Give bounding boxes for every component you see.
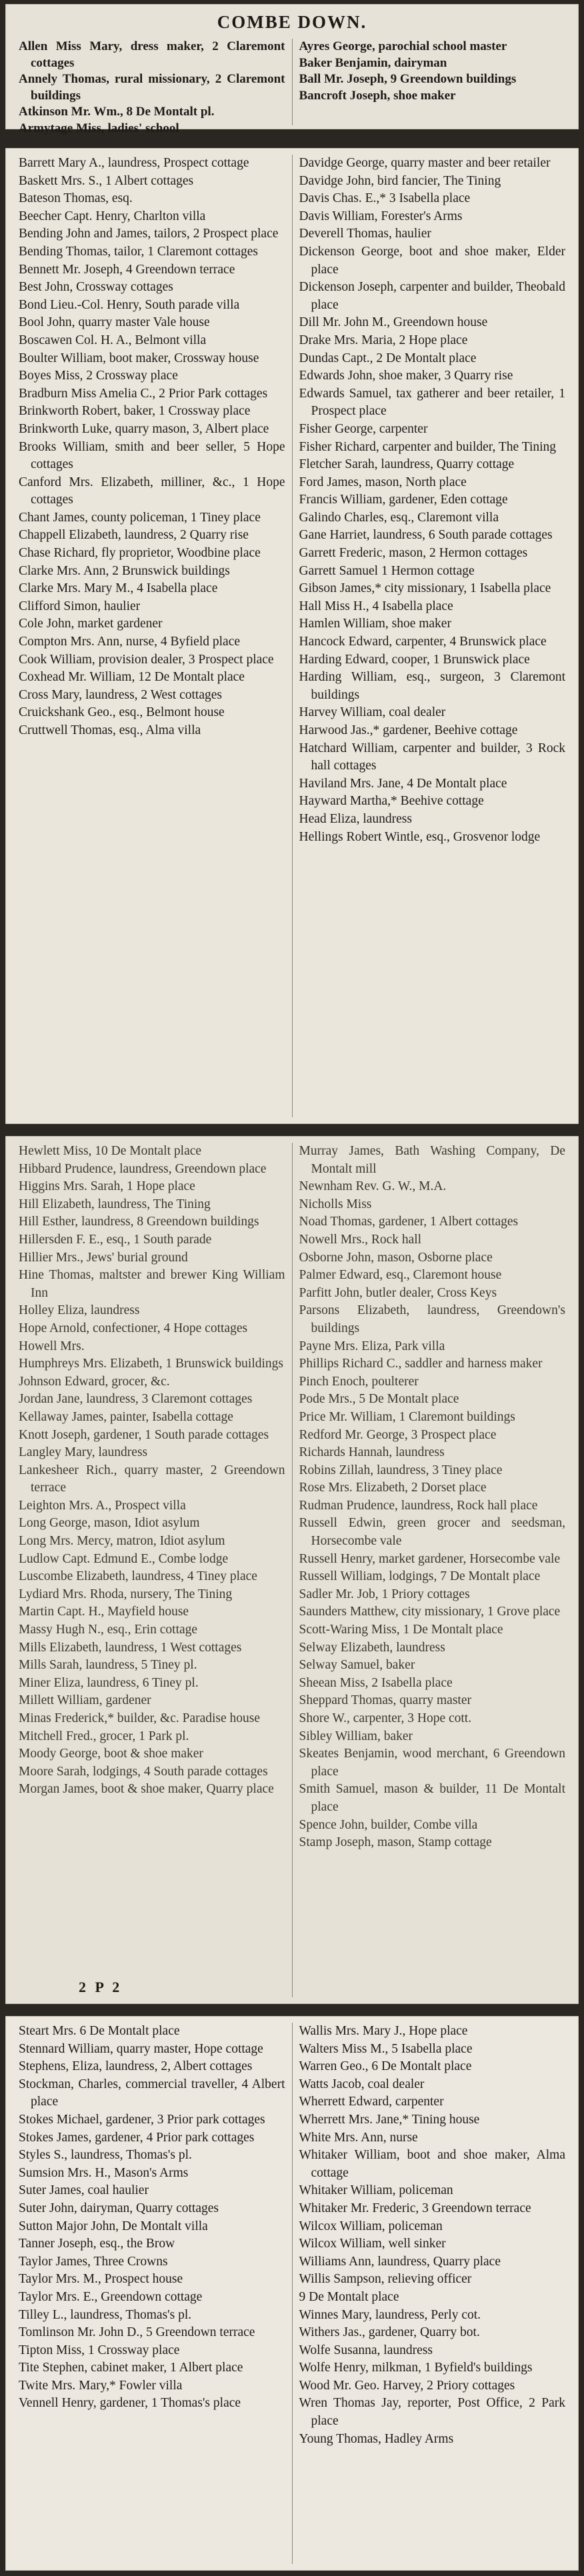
directory-entry: Watts Jacob, coal dealer — [299, 2077, 425, 2091]
directory-entry: Knott Joseph, gardener, 1 South parade cottages — [19, 1427, 269, 1442]
directory-entry: Sibley William, baker — [299, 1729, 413, 1743]
directory-entry: Bancroft Joseph, shoe maker — [299, 88, 456, 103]
directory-entry: Baskett Mrs. S., 1 Albert cottages — [19, 173, 194, 188]
directory-entry: Stokes James, gardener, 4 Prior park cottages — [19, 2130, 255, 2145]
directory-entry: Steart Mrs. 6 De Montalt place — [19, 2024, 180, 2038]
directory-entry: Wolfe Henry, milkman, 1 Byfield's buildings — [299, 2361, 533, 2375]
section-4 — [5, 2016, 579, 2571]
page-heading: COMBE DOWN. — [217, 12, 367, 32]
directory-entry: Johnson Edward, grocer, &c. — [19, 1374, 170, 1389]
directory-entry: Hill Elizabeth, laundress, The Tining — [19, 1197, 211, 1211]
directory-entry: Parsons Elizabeth, laundress, Greendown's buildings — [299, 1303, 565, 1335]
directory-entry: Davidge George, quarry master and beer retailer — [299, 156, 551, 170]
directory-entry: Russell William, lodgings, 7 De Montalt place — [299, 1569, 541, 1584]
directory-entry: Allen Miss Mary, dress maker, 2 Claremont cottages — [19, 39, 285, 70]
directory-entry: Bond Lieu.-Col. Henry, South parade villa — [19, 297, 240, 312]
directory-entry: Clarke Mrs. Mary M., 4 Isabella place — [19, 581, 218, 596]
directory-entry: Davis Chas. E.,* 3 Isabella place — [299, 191, 471, 206]
directory-entry: Boulter William, boot maker, Crossway house — [19, 351, 259, 365]
directory-entry: Harding Edward, cooper, 1 Brunswick place — [299, 652, 530, 667]
directory-entry: Galindo Charles, esq., Claremont villa — [299, 510, 499, 525]
directory-entry: Lydiard Mrs. Rhoda, nursery, The Tining — [19, 1587, 233, 1601]
directory-entry: Francis William, gardener, Eden cottage — [299, 493, 508, 507]
directory-entry: Davidge John, bird fancier, The Tining — [299, 173, 501, 188]
directory-entry: Hibbard Prudence, laundress, Greendown place — [19, 1161, 267, 1176]
directory-entry: Davis William, Forester's Arms — [299, 209, 463, 223]
directory-entry: Skeates Benjamin, wood merchant, 6 Greendown place — [299, 1747, 565, 1779]
directory-entry: Lankesheer Rich., quarry master, 2 Greendown terrace — [19, 1463, 285, 1495]
directory-entry: Saunders Matthew, city missionary, 1 Grove place — [299, 1605, 561, 1619]
directory-entry: Suter James, coal haulier — [19, 2183, 149, 2198]
directory-entry: Wallis Mrs. Mary J., Hope place — [299, 2024, 468, 2038]
directory-entry: Stokes Michael, gardener, 3 Prior park cottages — [19, 2112, 265, 2127]
section-1-columns — [12, 39, 572, 135]
directory-entry: Minas Frederick,* builder, &c. Paradise house — [19, 1711, 261, 1725]
directory-entry: Smith Samuel, mason & builder, 11 De Montalt place — [299, 1782, 565, 1814]
directory-entry: Fletcher Sarah, laundress, Quarry cottage — [299, 457, 515, 472]
directory-entry: Mills Sarah, laundress, 5 Tiney pl. — [19, 1658, 197, 1673]
section-3 — [5, 1136, 579, 2004]
directory-entry: Leighton Mrs. A., Prospect villa — [19, 1498, 186, 1513]
directory-entry: Parfitt John, butler dealer, Cross Keys — [299, 1285, 497, 1300]
directory-entry: Sheppard Thomas, quarry master — [299, 1693, 471, 1708]
directory-entry: Robins Zillah, laundress, 3 Tiney place — [299, 1463, 503, 1477]
directory-entry: Hamlen William, shoe maker — [299, 617, 451, 631]
directory-entry: Gane Harriet, laundress, 6 South parade cottages — [299, 528, 553, 543]
directory-entry: Ford James, mason, North place — [299, 475, 467, 489]
directory-entry: Hall Miss H., 4 Isabella place — [299, 599, 453, 613]
directory-entry: Coxhead Mr. William, 12 De Montalt place — [19, 670, 245, 685]
directory-entry: Boyes Miss, 2 Crossway place — [19, 369, 178, 383]
directory-entry: Young Thomas, Hadley Arms — [299, 2431, 454, 2446]
directory-entry: Morgan James, boot & shoe maker, Quarry place — [19, 1782, 274, 1797]
directory-entry: Rose Mrs. Elizabeth, 2 Dorset place — [299, 1481, 487, 1495]
directory-entry: Atkinson Mr. Wm., 8 De Montalt pl. — [19, 105, 215, 119]
directory-entry: Beecher Capt. Henry, Charlton villa — [19, 209, 206, 223]
directory-entry: Willis Sampson, relieving officer — [299, 2272, 472, 2287]
directory-entry: Hope Arnold, confectioner, 4 Hope cottages — [19, 1321, 248, 1335]
directory-entry: Whitaker Mr. Frederic, 3 Greendown terrace — [299, 2201, 531, 2215]
directory-entry: Cook William, provision dealer, 3 Prospect place — [19, 652, 274, 667]
directory-entry: Price Mr. William, 1 Claremont buildings — [299, 1409, 515, 1424]
directory-entry: Hancock Edward, carpenter, 4 Brunswick place — [299, 635, 547, 649]
directory-entry: Taylor James, Three Crowns — [19, 2254, 168, 2269]
right-column — [292, 39, 573, 125]
page-folio: 2 P 2 — [79, 1979, 123, 1995]
directory-entry: Spence John, builder, Combe villa — [299, 1817, 478, 1832]
right-column — [292, 2023, 573, 2564]
directory-entry: Styles S., laundress, Thomas's pl. — [19, 2148, 192, 2163]
right-column — [292, 155, 573, 1117]
directory-entry: Cole John, market gardener — [19, 617, 163, 631]
directory-entry: Nowell Mrs., Rock hall — [299, 1232, 422, 1247]
directory-entry: Hillersden F. E., esq., 1 South parade — [19, 1232, 212, 1247]
directory-entry: Chant James, county policeman, 1 Tiney place — [19, 510, 261, 525]
directory-entry: Walters Miss M., 5 Isabella place — [299, 2041, 473, 2056]
directory-entry: Howell Mrs. — [19, 1339, 85, 1353]
directory-entry: Head Eliza, laundress — [299, 811, 412, 826]
directory-entry: Stamp Joseph, mason, Stamp cottage — [299, 1835, 492, 1850]
directory-entry: Dill Mr. John M., Greendown house — [299, 315, 488, 330]
directory-entry: Brooks William, smith and beer seller, 5 Hope cottages — [19, 439, 285, 472]
directory-entry: Clifford Simon, haulier — [19, 599, 141, 613]
directory-entry: Luscombe Elizabeth, laundress, 4 Tiney place — [19, 1569, 257, 1584]
directory-entry: Cruickshank Geo., esq., Belmont house — [19, 705, 225, 720]
directory-entry: Suter John, dairyman, Quarry cottages — [19, 2201, 219, 2215]
directory-entry: Wood Mr. Geo. Harvey, 2 Priory cottages — [299, 2378, 515, 2393]
directory-entry: Kellaway James, painter, Isabella cottage — [19, 1409, 233, 1424]
directory-entry: Twite Mrs. Mary,* Fowler villa — [19, 2378, 183, 2393]
directory-entry: Bradburn Miss Amelia C., 2 Prior Park cottages — [19, 386, 268, 401]
section-3-columns — [12, 1143, 572, 1997]
directory-entry: Hill Esther, laundress, 8 Greendown buildings — [19, 1215, 259, 1229]
directory-entry: Moody George, boot & shoe maker — [19, 1747, 203, 1761]
directory-entry: Whitaker William, policeman — [299, 2183, 453, 2198]
directory-entry: Wherrett Edward, carpenter — [299, 2095, 444, 2109]
directory-entry: Hellings Robert Wintle, esq., Grosvenor lodge — [299, 829, 541, 844]
section-2 — [5, 148, 579, 1124]
directory-entry: Bending John and James, tailors, 2 Prospect place — [19, 227, 279, 241]
left-column — [12, 2023, 292, 2564]
directory-entry: Wherrett Mrs. Jane,* Tining house — [299, 2112, 480, 2127]
directory-entry: Scott-Waring Miss, 1 De Montalt place — [299, 1623, 503, 1637]
directory-entry: Taylor Mrs. E., Greendown cottage — [19, 2289, 203, 2304]
directory-entry: Barrett Mary A., laundress, Prospect cottage — [19, 156, 249, 170]
directory-entry: Deverell Thomas, haulier — [299, 227, 431, 241]
directory-entry: Taylor Mrs. M., Prospect house — [19, 2272, 183, 2287]
directory-entry: Hine Thomas, maltster and brewer King William Inn — [19, 1268, 285, 1300]
directory-entry: Wilcox William, policeman — [299, 2219, 443, 2233]
directory-entry: Russell Henry, market gardener, Horsecombe vale — [299, 1551, 561, 1566]
directory-entry: Annely Thomas, rural missionary, 2 Claremont buildings — [19, 72, 285, 103]
directory-entry: Phillips Richard C., saddler and harness maker — [299, 1357, 543, 1371]
directory-entry: Sutton Major John, De Montalt villa — [19, 2219, 208, 2233]
directory-entry: Russell Edwin, green grocer and seedsman, Horsecombe vale — [299, 1516, 565, 1549]
directory-entry: Stennard William, quarry master, Hope cottage — [19, 2041, 263, 2056]
directory-entry: Miner Eliza, laundress, 6 Tiney pl. — [19, 1675, 199, 1690]
directory-entry: Ludlow Capt. Edmund E., Combe lodge — [19, 1551, 229, 1566]
directory-entry: Drake Mrs. Maria, 2 Hope place — [299, 333, 468, 347]
directory-entry: Chappell Elizabeth, laundress, 2 Quarry rise — [19, 528, 249, 543]
directory-entry: Pinch Enoch, poulterer — [299, 1374, 419, 1389]
directory-entry: Sadler Mr. Job, 1 Priory cottages — [299, 1587, 470, 1601]
directory-entry: 9 De Montalt place — [299, 2289, 399, 2304]
directory-entry: Garrett Samuel 1 Hermon cottage — [299, 563, 475, 578]
directory-entry: Richards Hannah, laundress — [299, 1445, 445, 1460]
left-column — [12, 39, 292, 135]
directory-entry: Selway Elizabeth, laundress — [299, 1640, 445, 1655]
directory-entry: Long George, mason, Idiot asylum — [19, 1516, 200, 1531]
directory-entry: Brinkworth Robert, baker, 1 Crossway place — [19, 404, 251, 419]
directory-entry: Wilcox William, well sinker — [299, 2237, 446, 2251]
directory-entry: Pode Mrs., 5 De Montalt place — [299, 1392, 459, 1407]
directory-entry: Redford Mr. George, 3 Prospect place — [299, 1427, 497, 1442]
directory-entry: White Mrs. Ann, nurse — [299, 2130, 418, 2145]
directory-entry: Humphreys Mrs. Elizabeth, 1 Brunswick buildings — [19, 1357, 283, 1371]
directory-entry: Tite Stephen, cabinet maker, 1 Albert place — [19, 2361, 243, 2375]
directory-entry: Vennell Henry, gardener, 1 Thomas's place — [19, 2396, 241, 2411]
directory-entry: Millett William, gardener — [19, 1693, 151, 1708]
directory-entry: Palmer Edward, esq., Claremont house — [299, 1268, 502, 1283]
left-column — [12, 1143, 292, 1997]
left-column — [12, 155, 292, 1117]
directory-entry: Sumsion Mrs. H., Mason's Arms — [19, 2165, 189, 2180]
directory-entry: Jordan Jane, laundress, 3 Claremont cottages — [19, 1392, 253, 1407]
directory-entry: Newnham Rev. G. W., M.A. — [299, 1179, 447, 1194]
directory-entry: Shore W., carpenter, 3 Hope cott. — [299, 1711, 472, 1725]
directory-entry: Best John, Crossway cottages — [19, 280, 173, 295]
directory-entry: Harding William, esq., surgeon, 3 Claremont buildings — [299, 670, 565, 702]
section-4-columns — [12, 2023, 572, 2564]
directory-entry: Chase Richard, fly proprietor, Woodbine place — [19, 546, 261, 561]
directory-entry: Stockman, Charles, commercial traveller, 4 Albert place — [19, 2077, 285, 2109]
directory-entry: Cruttwell Thomas, esq., Alma villa — [19, 723, 201, 737]
directory-entry: Hayward Martha,* Beehive cottage — [299, 794, 484, 809]
directory-entry: Tilley L., laundress, Thomas's pl. — [19, 2307, 192, 2322]
directory-entry: Harwood Jas.,* gardener, Beehive cottage — [299, 723, 518, 737]
directory-entry: Fisher George, carpenter — [299, 421, 428, 436]
directory-entry: Brinkworth Luke, quarry mason, 3, Albert place — [19, 421, 269, 436]
directory-entry: Tipton Miss, 1 Crossway place — [19, 2343, 180, 2357]
directory-entry: Hatchard William, carpenter and builder, 3 Rock hall cottages — [299, 741, 565, 773]
directory-entry: Gibson James,* city missionary, 1 Isabella place — [299, 581, 551, 596]
directory-entry: Fisher Richard, carpenter and builder, The Tining — [299, 439, 557, 454]
directory-entry: Mills Elizabeth, laundress, 1 West cottages — [19, 1640, 242, 1655]
directory-entry: Martin Capt. H., Mayfield house — [19, 1605, 189, 1619]
directory-entry: Hewlett Miss, 10 De Montalt place — [19, 1144, 202, 1158]
directory-entry: Ayres George, parochial school master — [299, 39, 507, 53]
directory-entry: Higgins Mrs. Sarah, 1 Hope place — [19, 1179, 195, 1194]
directory-entry: Wolfe Susanna, laundress — [299, 2343, 433, 2357]
directory-entry: Holley Eliza, laundress — [19, 1303, 140, 1318]
directory-entry: Rudman Prudence, laundress, Rock hall place — [299, 1498, 538, 1513]
directory-entry: Canford Mrs. Elizabeth, milliner, &c., 1 Hope cottages — [19, 475, 285, 507]
directory-entry: Wren Thomas Jay, reporter, Post Office, 2 Park place — [299, 2396, 565, 2429]
directory-entry: Withers Jas., gardener, Quarry bot. — [299, 2325, 480, 2340]
directory-entry: Mitchell Fred., grocer, 1 Park pl. — [19, 1729, 189, 1743]
directory-entry: Edwards Samuel, tax gatherer and beer retailer, 1 Prospect place — [299, 386, 565, 419]
directory-entry: Long Mrs. Mercy, matron, Idiot asylum — [19, 1534, 225, 1549]
directory-entry: Langley Mary, laundress — [19, 1445, 148, 1460]
section-2-columns — [12, 155, 572, 1117]
directory-entry: Bennett Mr. Joseph, 4 Greendown terrace — [19, 262, 235, 277]
directory-entry: Garrett Frederic, mason, 2 Hermon cottages — [299, 546, 528, 561]
directory-entry: Bateson Thomas, esq. — [19, 191, 133, 206]
directory-entry: Bool John, quarry master Vale house — [19, 315, 210, 330]
directory-entry: Murray James, Bath Washing Company, De Montalt mill — [299, 1144, 565, 1176]
directory-entry: Compton Mrs. Ann, nurse, 4 Byfield place — [19, 635, 241, 649]
directory-entry: Nicholls Miss — [299, 1197, 372, 1211]
directory-entry: Selway Samuel, baker — [299, 1658, 415, 1673]
directory-entry: Tanner Joseph, esq., the Brow — [19, 2237, 175, 2251]
directory-entry: Haviland Mrs. Jane, 4 De Montalt place — [299, 776, 507, 791]
directory-entry: Warren Geo., 6 De Montalt place — [299, 2059, 472, 2074]
directory-entry: Sheean Miss, 2 Isabella place — [299, 1675, 453, 1690]
directory-entry: Harvey William, coal dealer — [299, 705, 446, 720]
directory-entry: Dickenson Joseph, carpenter and builder, Theobald place — [299, 280, 565, 312]
directory-entry: Dickenson George, boot and shoe maker, Elder place — [299, 244, 565, 277]
directory-entry: Williams Ann, laundress, Quarry place — [299, 2254, 501, 2269]
directory-entry: Stephens, Eliza, laundress, 2, Albert cottages — [19, 2059, 253, 2074]
section-1 — [5, 4, 579, 135]
right-column — [292, 1143, 573, 1997]
directory-entry: Moore Sarah, lodgings, 4 South parade cottages — [19, 1764, 268, 1779]
directory-entry: Winnes Mary, laundress, Perly cot. — [299, 2307, 481, 2322]
directory-entry: Osborne John, mason, Osborne place — [299, 1250, 493, 1265]
directory-entry: Whitaker William, boot and shoe maker, Alma cottage — [299, 2148, 565, 2180]
directory-entry: Baker Benjamin, dairyman — [299, 55, 447, 70]
directory-entry: Dundas Capt., 2 De Montalt place — [299, 351, 477, 365]
directory-entry: Bending Thomas, tailor, 1 Claremont cottages — [19, 244, 258, 259]
directory-entry: Tomlinson Mr. John D., 5 Greendown terrace — [19, 2325, 255, 2340]
directory-entry: Cross Mary, laundress, 2 West cottages — [19, 687, 222, 702]
directory-entry: Armytage Miss, ladies' school — [19, 121, 179, 135]
directory-entry: Hillier Mrs., Jews' burial ground — [19, 1250, 188, 1265]
directory-entry: Massy Hugh N., esq., Erin cottage — [19, 1623, 198, 1637]
directory-entry: Noad Thomas, gardener, 1 Albert cottages — [299, 1215, 519, 1229]
directory-entry: Edwards John, shoe maker, 3 Quarry rise — [299, 369, 513, 383]
directory-entry: Boscawen Col. H. A., Belmont villa — [19, 333, 207, 347]
directory-entry: Payne Mrs. Eliza, Park villa — [299, 1339, 445, 1353]
directory-entry: Ball Mr. Joseph, 9 Greendown buildings — [299, 72, 517, 86]
directory-entry: Clarke Mrs. Ann, 2 Brunswick buildings — [19, 563, 230, 578]
